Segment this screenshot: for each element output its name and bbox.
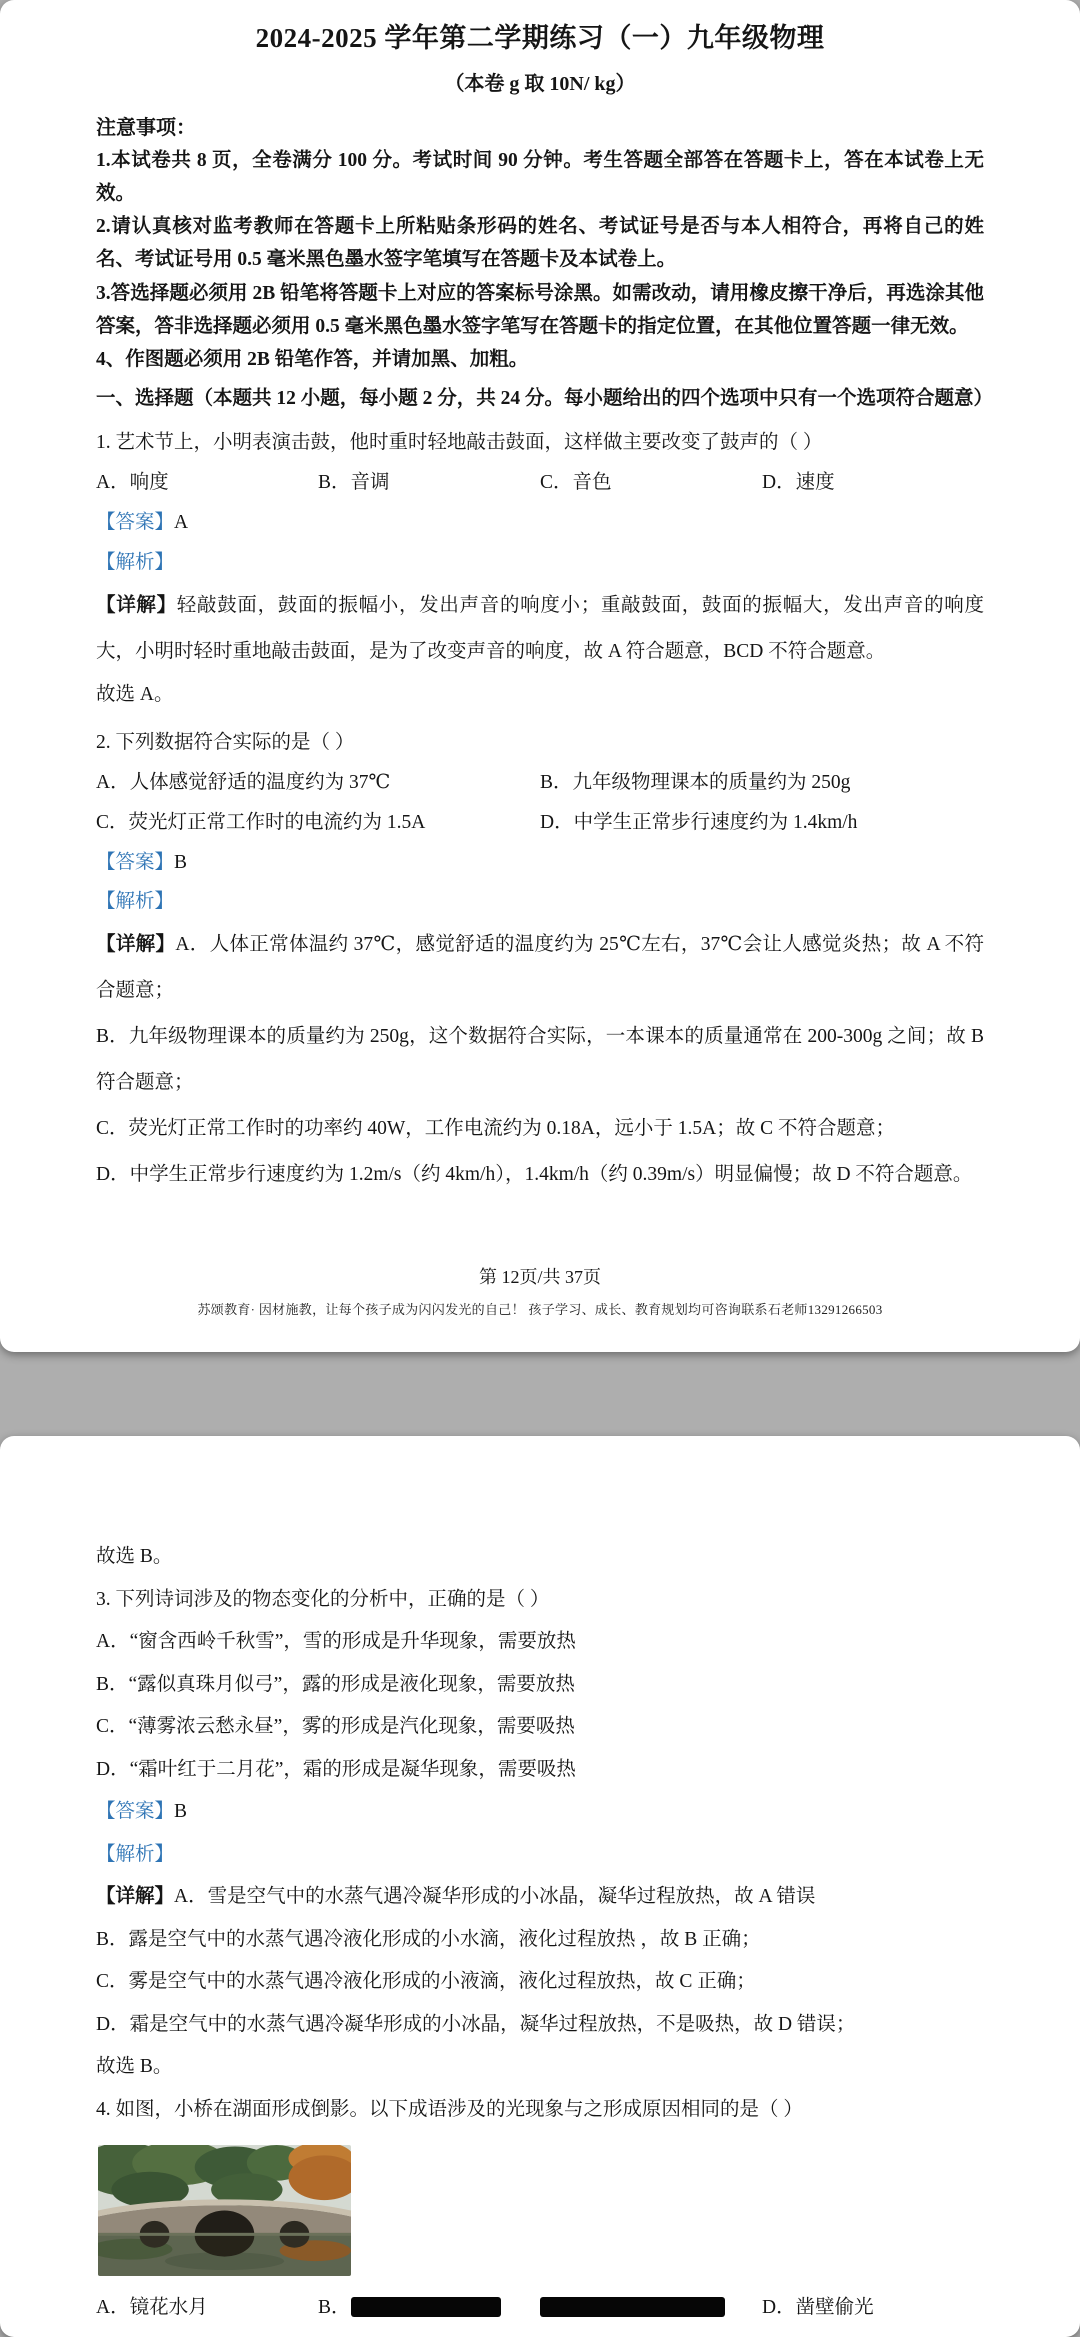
page-indicator: 第 12页/共 37页 [478,1267,601,1287]
question-3-conclusion: 故选 B。 [96,2056,173,2077]
option-a: A．“窗含西岭千秋雪”，雪的形成是升华现象，需要放热 [96,1631,576,1652]
option-b: B．音调 [318,472,390,494]
notice-item-4: 4、作图题必须用 2B 铅笔作答，并请加黑、加粗。 [96,348,529,370]
option-d: D．凿壁偷光 [762,2297,874,2318]
question-1-answer-line [96,503,984,543]
option-c [540,2288,762,2328]
option-a: A．人体感觉舒适的温度约为 37℃ [96,771,391,793]
question-3-detail-a [96,1876,984,1919]
section-header-choice: 一、选择题（本题共 12 小题，每小题 2 分，共 24 分。每小题给出的四个选项中只有一个选项符合题意） [96,387,994,409]
question-2-detail-d: D．中学生正常步行速度约为 1.2m/s（约 4km/h），1.4km/h（约 0.39m/s）明显偏慢；故 D 不符合题意。 [96,1163,973,1185]
question-2-options-row-2 [96,803,984,843]
redaction-bar [351,2297,501,2317]
detail-label: 【详解】 [96,595,177,616]
question-1-detail [96,583,984,675]
option-c: C．“薄雾浓云愁永昼”，雾的形成是汽化现象，需要吸热 [96,1716,575,1737]
notice-item-3: 3.答选择题必须用 2B 铅笔将答题卡上对应的答案标号涂黑。如需改动，请用橡皮擦干净后，再选涂其他答案，答非选择题必须用 0.5 毫米黑色墨水签字笔写在答题卡的指定位置，在其他位置答题一律无效。 [96,282,984,337]
option-b [318,2288,540,2328]
question-4-stem: 4. 如图，小桥在湖面形成倒影。以下成语涉及的光现象与之形成原因相同的是（ ） [96,2098,803,2120]
exam-page-2 [0,1436,1080,2337]
answer-value: B [174,851,188,873]
option-d: D．速度 [762,472,835,494]
question-2-analysis-line [96,882,984,922]
question-2-detail-a [96,922,984,1014]
exam-title: 2024-2025 学年第二学期练习（一）九年级物理 [255,23,825,53]
question-1-conclusion: 故选 A。 [96,683,174,705]
page-footer [0,1263,1080,1318]
notice-item-2: 2.请认真核对监考教师在答题卡上所粘贴条形码的姓名、考试证号是否与本人相符合，再将自己的姓名、考试证号用 0.5 毫米黑色墨水签字笔填写在答题卡及本试卷上。 [96,216,984,271]
answer-label: 【答案】 [96,1801,175,1822]
answer-value: A [174,512,189,534]
detail-label: 【详解】 [96,934,176,956]
question-2-detail-b: B．九年级物理课本的质量约为 250g，这个数据符合实际，一本课本的质量通常在 200-300g 之间；故 B 符合题意； [96,1026,984,1093]
detail-label: 【详解】 [96,1886,175,1907]
question-3-detail-b: B．露是空气中的水蒸气遇冷液化形成的小水滴，液化过程放热 ，故 B 正确； [96,1928,761,1950]
question-2-conclusion: 故选 B。 [96,1546,173,1567]
detail-text: A．人体正常体温约 37℃，感觉舒适的温度约为 25℃左右，37℃会让人感觉炎热；故 A 不符合题意； [96,934,984,1002]
option-c: C．荧光灯正常工作时的电流约为 1.5A [96,811,426,833]
question-2-detail-c: C．荧光灯正常工作时的功率约 40W，工作电流约为 0.18A，远小于 1.5A；故 C 不符合题意； [96,1117,895,1139]
question-2-answer-line [96,843,984,883]
question-1-options [96,463,984,503]
question-3-stem: 3. 下列诗词涉及的物态变化的分析中，正确的是（ ） [96,1588,550,1610]
option-a: A．镜花水月 [96,2297,208,2318]
option-b-label: B． [318,2297,351,2318]
option-a: A．响度 [96,472,169,494]
question-1-stem: 1. 艺术节上，小明表演击鼓，他时重时轻地敲击鼓面，这样做主要改变了鼓声的（ ） [96,432,823,454]
analysis-label: 【解析】 [96,552,175,574]
answer-label: 【答案】 [96,512,175,534]
question-1-analysis-line [96,543,984,583]
detail-text: A．雪是空气中的水蒸气遇冷凝华形成的小冰晶，凝华过程放热，故 A 错误 [174,1886,816,1907]
option-c: C．音色 [540,472,612,494]
question-4-options [96,2288,984,2328]
option-d: D．中学生正常步行速度约为 1.4km/h [540,811,858,833]
answer-label: 【答案】 [96,851,175,873]
option-b: B．九年级物理课本的质量约为 250g [540,771,851,793]
page-separator [0,1352,1080,1436]
exam-subtitle: （本卷 g 取 10N/ kg） [444,73,636,95]
analysis-label: 【解析】 [96,891,175,913]
promo-line: 苏颂教育· 因材施教，让每个孩子成为闪闪发光的自己！ 孩子学习、成长、教育规划均可咨询联系石老师13291266503 [197,1302,883,1317]
question-3-detail-c: C．雾是空气中的水蒸气遇冷液化形成的小液滴，液化过程放热，故 C 正确； [96,1971,756,1992]
notice-item-1: 1.本试卷共 8 页，全卷满分 100 分。考试时间 90 分钟。考生答题全部答在答题卡上，答在本试卷上无效。 [96,150,984,205]
question-3-detail-d: D．霜是空气中的水蒸气遇冷凝华形成的小冰晶，凝华过程放热，不是吸热，故 D 错误； [96,2013,856,2035]
detail-text: 轻敲鼓面，鼓面的振幅小，发出声音的响度小；重敲鼓面，鼓面的振幅大，发出声音的响度大，小明时轻时重地敲击鼓面，是为了改变声音的响度，故 A 符合题意，BCD 不符合题意。 [96,595,984,662]
redaction-bar [540,2297,725,2317]
notice-header: 注意事项： [96,117,196,139]
answer-value: B [174,1801,188,1822]
option-b: B．“露似真珠月似弓”，露的形成是液化现象，需要放热 [96,1673,575,1695]
question-2-options-row-1 [96,763,984,803]
option-d: D．“霜叶红于二月花”，霜的形成是凝华现象，需要吸热 [96,1758,576,1780]
question-2-stem: 2. 下列数据符合实际的是（ ） [96,731,355,753]
question-3-analysis-line [96,1834,984,1877]
bridge-reflection-photo [98,2145,351,2276]
question-3-answer-line [96,1791,984,1834]
analysis-label: 【解析】 [96,1843,175,1865]
